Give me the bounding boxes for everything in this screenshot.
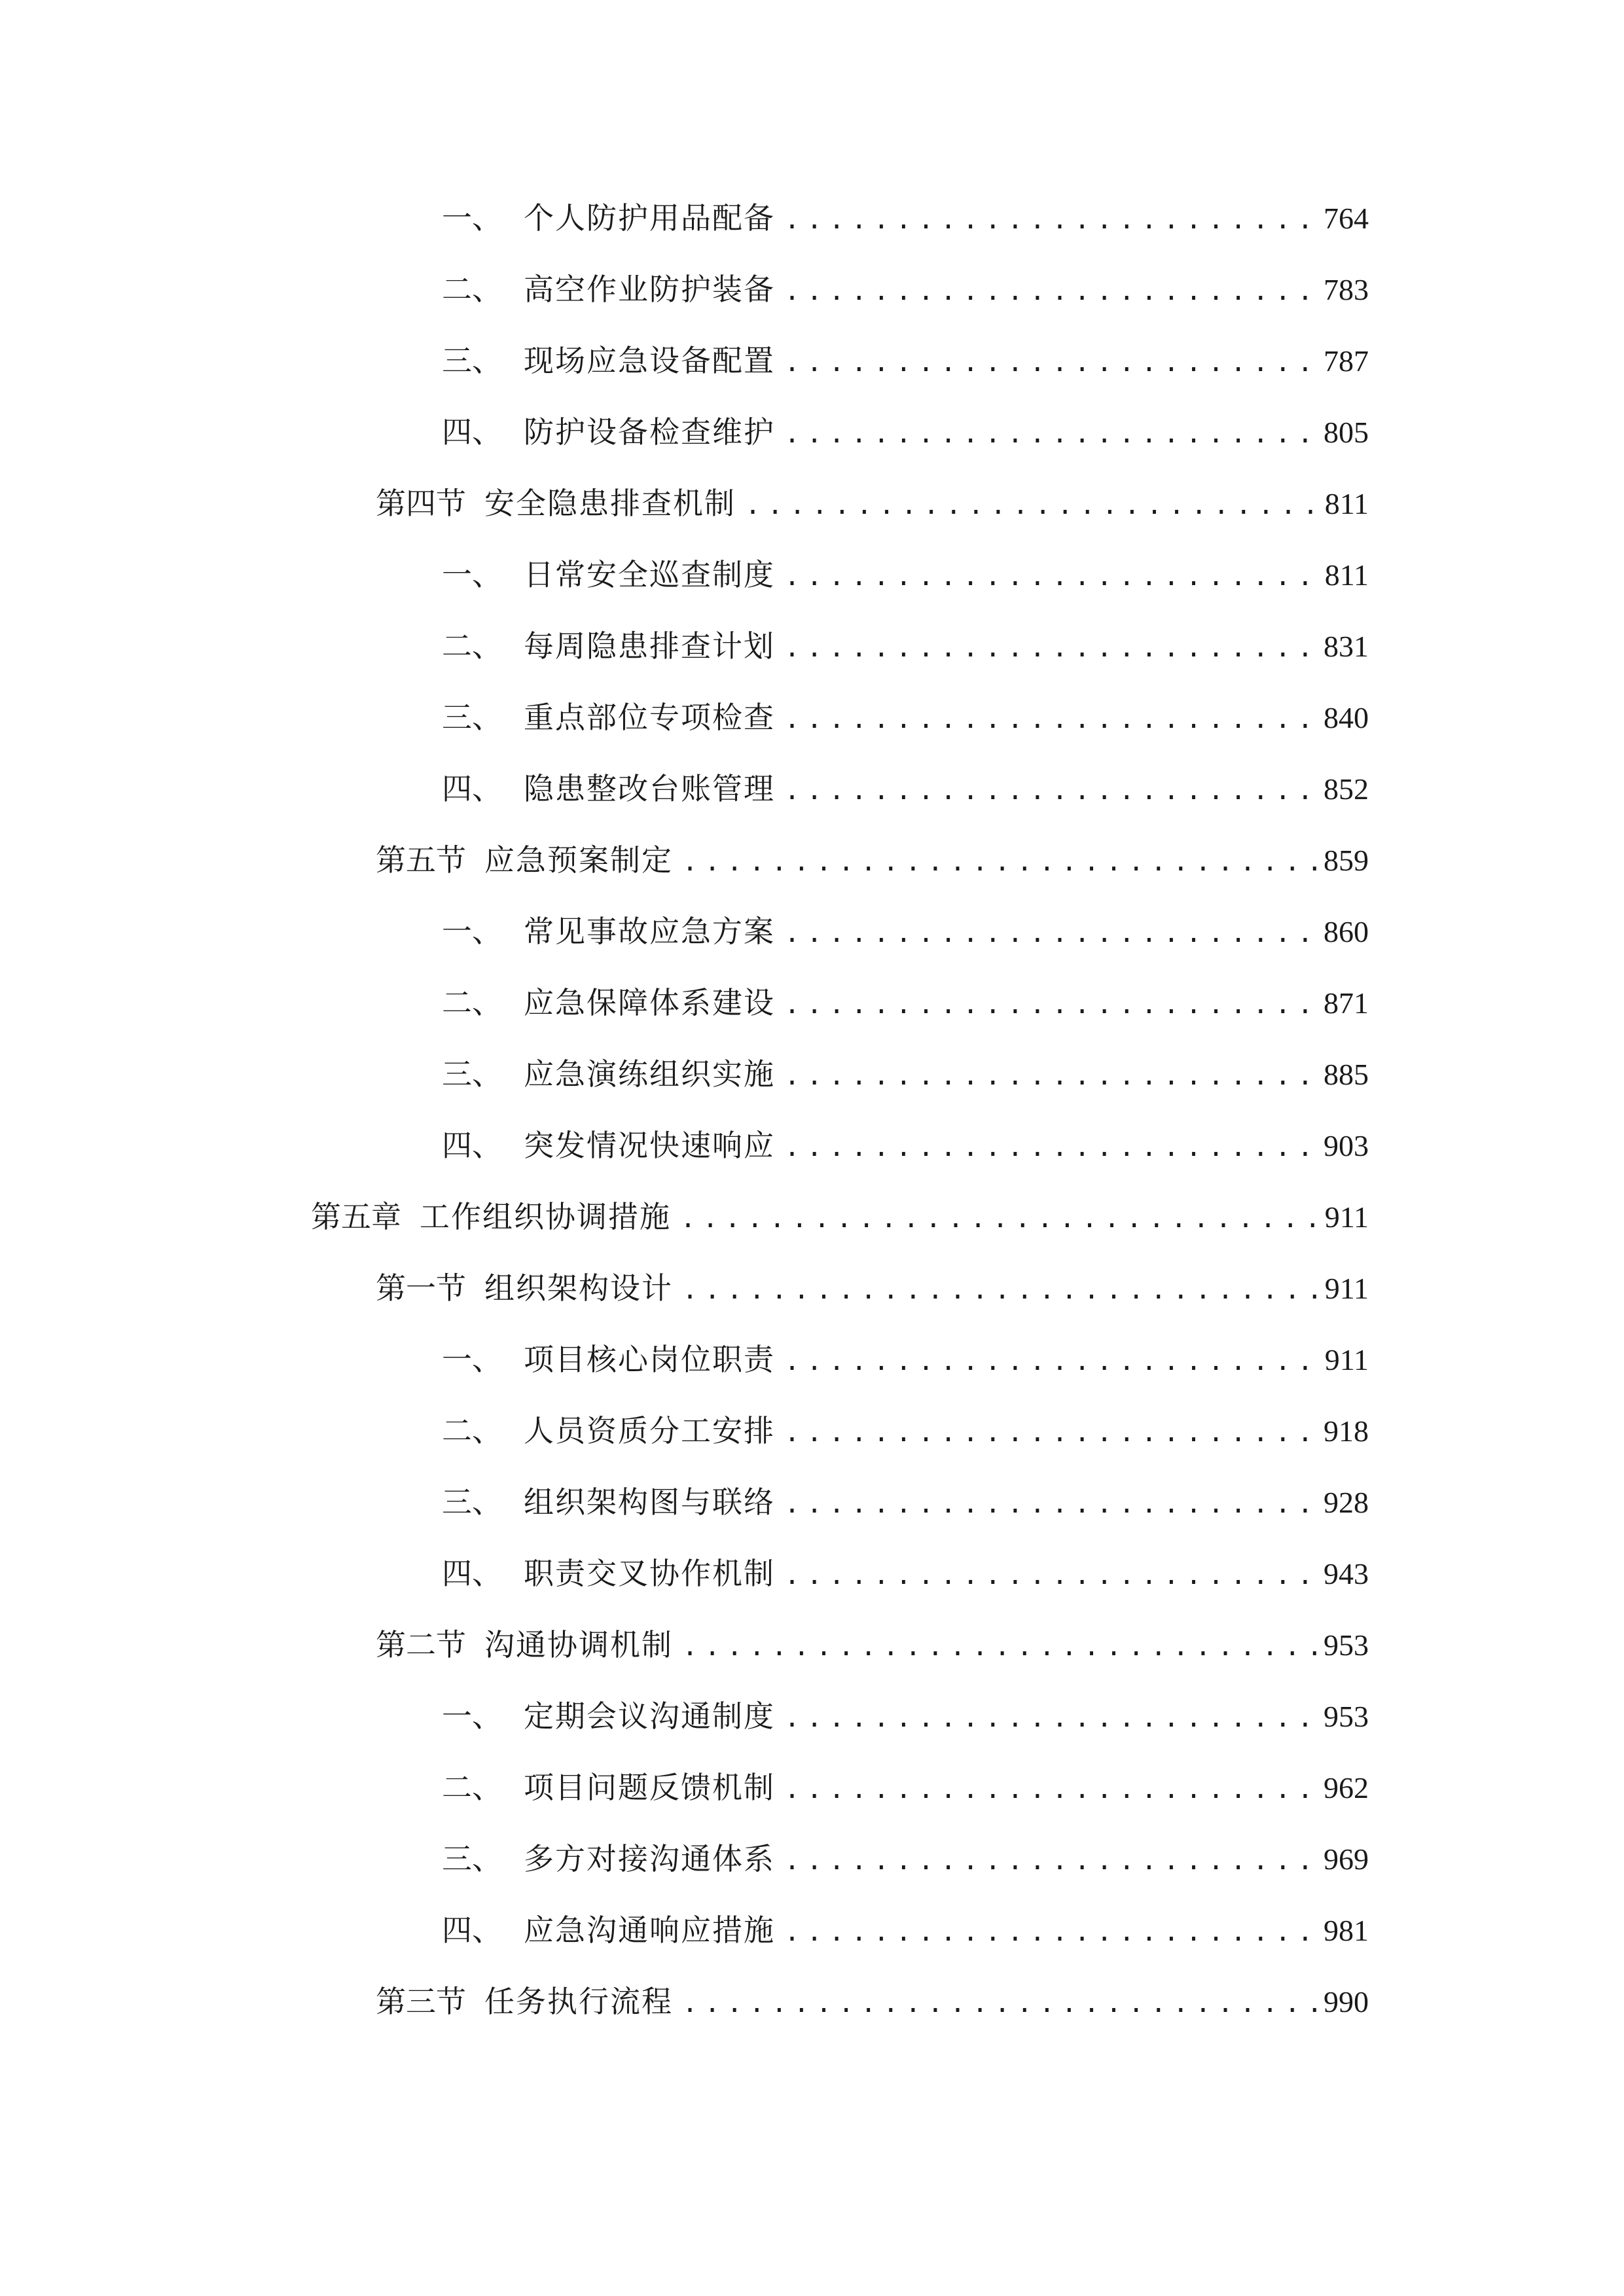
toc-entry-page: 805 <box>1324 416 1369 449</box>
toc-entry-number: 二、 <box>442 628 502 664</box>
toc-entry[interactable] <box>376 1619 1369 1671</box>
toc-entry-number: 四、 <box>442 1912 502 1948</box>
toc-entry-title: 人员资质分工安排 <box>524 1413 775 1448</box>
toc-entry-page: 811 <box>1324 558 1369 592</box>
toc-entry-number: 三、 <box>442 700 502 735</box>
toc-entry-title: 重点部位专项检查 <box>524 700 775 735</box>
toc-entry-page: 783 <box>1324 273 1369 306</box>
dot-leader <box>784 408 1317 460</box>
toc-entry-page: 859 <box>1324 844 1369 877</box>
toc-entry-title: 多方对接沟通体系 <box>524 1841 775 1876</box>
toc-entry-page: 918 <box>1324 1414 1369 1448</box>
dot-leader <box>682 1264 1318 1316</box>
toc-entry-page: 928 <box>1324 1486 1369 1519</box>
toc-entry-title: 项目核心岗位职责 <box>524 1342 775 1377</box>
toc-entry-number: 三、 <box>442 1484 502 1520</box>
toc-entry-number: 二、 <box>442 1413 502 1448</box>
toc-entry-number: 二、 <box>442 272 502 307</box>
toc-entry[interactable] <box>442 263 1369 315</box>
toc-entry[interactable] <box>442 1690 1369 1742</box>
toc-entry-number: 一、 <box>442 914 502 949</box>
dot-leader <box>682 836 1317 888</box>
toc-entry-title: 职责交叉协作机制 <box>524 1556 775 1591</box>
toc-entry-number: 三、 <box>442 1841 502 1876</box>
dot-leader <box>784 550 1318 603</box>
dot-leader <box>784 693 1317 745</box>
toc-entry[interactable] <box>442 1904 1369 1956</box>
dot-leader <box>784 622 1317 674</box>
toc-entry-page: 953 <box>1324 1628 1369 1662</box>
toc-entry-page: 911 <box>1324 1343 1369 1376</box>
dot-leader <box>680 1193 1318 1245</box>
dot-leader <box>784 1121 1317 1174</box>
toc-entry-page: 962 <box>1324 1771 1369 1804</box>
toc-entry-number: 一、 <box>442 1698 502 1734</box>
toc-entry[interactable] <box>376 1262 1369 1314</box>
toc-entry-page: 903 <box>1324 1129 1369 1162</box>
toc-entry-title: 现场应急设备配置 <box>524 343 775 378</box>
toc-entry-number: 三、 <box>442 1056 502 1092</box>
dot-leader <box>784 194 1317 246</box>
toc-entry-number: 第四节 <box>376 486 466 521</box>
dot-leader <box>784 1835 1317 1887</box>
dot-leader <box>784 1050 1317 1102</box>
toc-entry[interactable] <box>442 977 1369 1029</box>
toc-entry[interactable] <box>442 620 1369 672</box>
dot-leader <box>784 1407 1317 1459</box>
toc-entry-number: 一、 <box>442 200 502 236</box>
toc-entry-title: 任务执行流程 <box>484 1984 673 2019</box>
toc-entry-page: 981 <box>1324 1914 1369 1947</box>
toc-entry-number: 二、 <box>442 985 502 1020</box>
toc-entry-title: 防护设备检查维护 <box>524 414 775 450</box>
toc-entry[interactable] <box>376 834 1369 886</box>
dot-leader <box>784 1906 1317 1958</box>
dot-leader <box>745 479 1318 531</box>
toc-entry-title: 定期会议沟通制度 <box>524 1698 775 1734</box>
dot-leader <box>784 1763 1317 1816</box>
toc-entry-page: 885 <box>1324 1058 1369 1091</box>
dot-leader <box>784 1692 1317 1744</box>
dot-leader <box>784 336 1317 389</box>
toc-entry-title: 沟通协调机制 <box>484 1627 673 1662</box>
toc-entry-page: 943 <box>1324 1557 1369 1590</box>
toc-entry-title: 项目问题反馈机制 <box>524 1770 775 1805</box>
toc-entry-number: 一、 <box>442 557 502 592</box>
toc-entry[interactable] <box>442 548 1369 601</box>
dot-leader <box>682 1977 1317 2030</box>
dot-leader <box>784 265 1317 317</box>
toc-entry-number: 第二节 <box>376 1627 466 1662</box>
toc-entry-title: 每周隐患排查计划 <box>524 628 775 664</box>
toc-entry-page: 764 <box>1324 202 1369 235</box>
toc-entry-title: 高空作业防护装备 <box>524 272 775 307</box>
toc-entry[interactable] <box>442 334 1369 387</box>
toc-entry[interactable] <box>442 1333 1369 1386</box>
toc-entry-number: 四、 <box>442 414 502 450</box>
toc-entry-page: 787 <box>1324 344 1369 378</box>
dot-leader <box>784 1478 1317 1530</box>
toc-entry-page: 852 <box>1324 772 1369 806</box>
toc-entry[interactable] <box>376 1975 1369 2028</box>
toc-entry[interactable] <box>442 1833 1369 1885</box>
dot-leader <box>784 1335 1318 1388</box>
toc-entry-title: 日常安全巡查制度 <box>524 557 775 592</box>
toc-entry[interactable] <box>442 1405 1369 1457</box>
dot-leader <box>784 764 1317 817</box>
toc-entry-title: 突发情况快速响应 <box>524 1128 775 1163</box>
toc-entry-title: 应急演练组织实施 <box>524 1056 775 1092</box>
toc-entry[interactable] <box>442 1476 1369 1528</box>
toc-entry-page: 860 <box>1324 915 1369 948</box>
toc-entry-number: 三、 <box>442 343 502 378</box>
toc-entry-page: 811 <box>1324 487 1369 520</box>
toc-entry-page: 990 <box>1324 1985 1369 2018</box>
toc-entry-page: 840 <box>1324 701 1369 734</box>
toc-entry-page: 911 <box>1324 1200 1369 1234</box>
toc-entry-number: 一、 <box>442 1342 502 1377</box>
toc-entry-number: 四、 <box>442 1128 502 1163</box>
toc-entry-page: 831 <box>1324 630 1369 663</box>
toc-entry-title: 工作组织协调措施 <box>420 1199 671 1234</box>
toc-entry[interactable] <box>442 762 1369 815</box>
toc-entry[interactable] <box>442 1048 1369 1100</box>
toc-entry-number: 第五节 <box>376 842 466 878</box>
toc-entry[interactable] <box>376 477 1369 529</box>
toc-entry-title: 组织架构设计 <box>484 1270 673 1306</box>
toc-entry[interactable] <box>442 406 1369 458</box>
toc-entry-number: 二、 <box>442 1770 502 1805</box>
toc-entry-number: 四、 <box>442 771 502 806</box>
dot-leader <box>784 907 1317 960</box>
toc-entry[interactable] <box>442 1547 1369 1600</box>
toc-entry-page: 953 <box>1324 1700 1369 1733</box>
toc-entry[interactable] <box>311 1191 1369 1243</box>
toc-entry-title: 隐患整改台账管理 <box>524 771 775 806</box>
toc-entry-title: 安全隐患排查机制 <box>484 486 736 521</box>
toc-entry-title: 组织架构图与联络 <box>524 1484 775 1520</box>
toc-entry[interactable] <box>442 691 1369 744</box>
dot-leader <box>682 1621 1317 1673</box>
toc-entry[interactable] <box>442 905 1369 958</box>
toc-entry-number: 第一节 <box>376 1270 466 1306</box>
toc-entry-title: 常见事故应急方案 <box>524 914 775 949</box>
toc-entry[interactable] <box>442 1761 1369 1814</box>
toc-entry-page: 871 <box>1324 986 1369 1020</box>
toc-entry-number: 第三节 <box>376 1984 466 2019</box>
dot-leader <box>784 978 1317 1031</box>
toc-entry-title: 应急预案制定 <box>484 842 673 878</box>
dot-leader <box>784 1549 1317 1602</box>
toc-entry-title: 应急保障体系建设 <box>524 985 775 1020</box>
toc-entry-page: 969 <box>1324 1842 1369 1876</box>
toc-entry[interactable] <box>442 192 1369 244</box>
toc-entry-title: 应急沟通响应措施 <box>524 1912 775 1948</box>
toc-entry[interactable] <box>442 1119 1369 1172</box>
toc-entry-number: 第五章 <box>311 1199 401 1234</box>
toc-entry-title: 个人防护用品配备 <box>524 200 775 236</box>
toc-entry-number: 四、 <box>442 1556 502 1591</box>
toc-entry-page: 911 <box>1324 1272 1369 1305</box>
